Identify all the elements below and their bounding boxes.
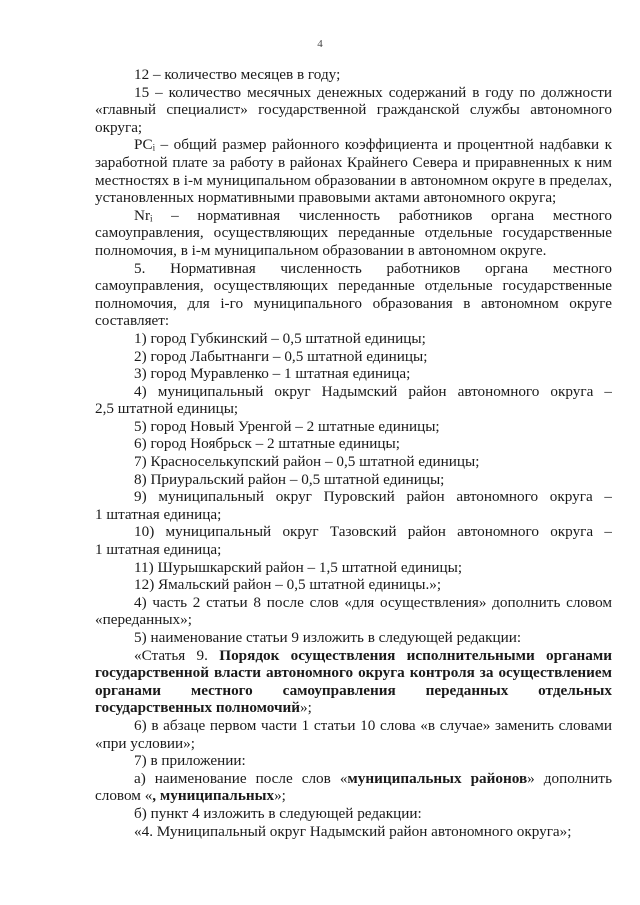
document-body — [95, 66, 612, 840]
line-text: полномочия, в i-м муниципальном образовании в автономном округе. — [95, 241, 547, 259]
text-line — [95, 453, 612, 471]
text-line — [95, 84, 612, 102]
text-line — [95, 418, 612, 436]
line-text: 15 – количество месячных денежных содержаний в году по должности — [134, 83, 612, 101]
text-line — [95, 805, 612, 823]
text-line — [95, 136, 612, 154]
text-line — [95, 699, 612, 717]
line-text: 5) наименование статьи 9 изложить в следующей редакции: — [134, 629, 522, 646]
text-line — [95, 277, 612, 295]
text-line — [95, 488, 612, 506]
text-line — [95, 172, 612, 190]
bold-text: Порядок осуществления исполнительными органами — [219, 646, 612, 664]
text-line — [95, 242, 612, 260]
text-line — [95, 611, 612, 629]
line-text: а) наименование после слов « — [134, 769, 348, 787]
text-line — [95, 647, 612, 665]
line-text: 5) город Новый Уренгой – 2 штатные единицы; — [134, 417, 440, 435]
line-text: 9) муниципальный округ Пуровский район автономного округа – — [134, 488, 612, 506]
line-text: «переданных»; — [95, 611, 192, 629]
text-line — [95, 770, 612, 788]
line-text: словом « — [95, 787, 153, 805]
line-text: 4) часть 2 статьи 8 после слов «для осуществления» дополнить словом — [134, 593, 612, 611]
line-text: 2) город Лабытнанги – 0,5 штатной единицы; — [134, 347, 428, 365]
text-line — [95, 189, 612, 207]
line-text: самоуправления, осуществляющих переданные отдельные государственные — [95, 277, 612, 295]
bold-text: , муниципальных — [152, 787, 275, 805]
text-line — [95, 66, 612, 84]
text-line — [95, 435, 612, 453]
text-line — [95, 682, 612, 700]
text-line — [95, 154, 612, 172]
line-text: PCᵢ – общий размер районного коэффициента и процентной надбавки к — [134, 136, 612, 154]
line-text: 8) Приуральский район – 0,5 штатной единицы; — [134, 470, 445, 488]
text-line — [95, 330, 612, 348]
line-text: 1 штатная единица; — [95, 505, 222, 523]
line-text: Nrᵢ – нормативная численность работников органа местного — [134, 206, 612, 224]
text-line — [95, 506, 612, 524]
line-text: заработной плате за работу в районах Крайнего Севера и приравненных к ним — [95, 153, 612, 171]
text-line — [95, 629, 612, 647]
line-text: б) пункт 4 изложить в следующей редакции: — [134, 804, 422, 822]
line-text: «главный специалист» государственной гражданской службы автономного — [95, 101, 612, 119]
text-line — [95, 594, 612, 612]
text-line — [95, 365, 612, 383]
text-line — [95, 295, 612, 313]
line-text: полномочия, для i-го муниципального образования в автономном округе — [95, 294, 612, 312]
text-line — [95, 119, 612, 137]
line-text: 6) город Ноябрьск – 2 штатные единицы; — [134, 435, 400, 453]
line-text: 12 – количество месяцев в году; — [134, 66, 341, 83]
text-line — [95, 787, 612, 805]
line-text: 3) город Муравленко – 1 штатная единица; — [134, 365, 411, 383]
text-line — [95, 823, 612, 841]
bold-text: государственной власти автономного округа контроля за осуществлением — [95, 664, 612, 682]
text-line — [95, 207, 612, 225]
line-text: «Статья 9. — [134, 646, 220, 664]
line-text: 7) Красноселькупский район – 0,5 штатной единицы; — [134, 453, 480, 471]
line-text: 1) город Губкинский – 0,5 штатной единицы; — [134, 329, 426, 347]
line-text: 7) в приложении: — [134, 752, 246, 770]
text-line — [95, 735, 612, 753]
line-text: 2,5 штатной единицы; — [95, 400, 239, 418]
bold-text: органами местного самоуправления переданных отдельных — [95, 681, 612, 699]
text-line — [95, 400, 612, 418]
line-text: составляет: — [95, 312, 170, 330]
text-line — [95, 664, 612, 682]
line-text: 12) Ямальский район – 0,5 штатной единицы.»; — [134, 576, 442, 594]
line-text-tail: »; — [274, 787, 286, 805]
line-text-tail: »; — [300, 699, 312, 717]
line-text: местностях в i-м муниципальном образовании в автономном округе в пределах, — [95, 171, 612, 189]
text-line — [95, 471, 612, 489]
line-text: округа; — [95, 118, 143, 136]
text-line — [95, 576, 612, 594]
bold-text: муниципальных районов — [347, 769, 528, 787]
text-line — [95, 224, 612, 242]
text-line — [95, 717, 612, 735]
line-text: «4. Муниципальный округ Надымский район автономного округа»; — [134, 822, 572, 840]
line-text-tail: » дополнить — [527, 769, 612, 787]
line-text: 6) в абзаце первом части 1 статьи 10 слова «в случае» заменить словами — [134, 716, 612, 734]
line-text: 5. Нормативная численность работников органа местного — [134, 259, 612, 277]
text-line — [95, 541, 612, 559]
line-text: установленных нормативными правовыми актами автономного округа; — [95, 189, 557, 207]
line-text: самоуправления, осуществляющих переданные отдельные государственные — [95, 224, 612, 242]
bold-text: государственных полномочий — [95, 699, 301, 717]
line-text: 11) Шурышкарский район – 1,5 штатной единицы; — [134, 558, 463, 576]
text-line — [95, 101, 612, 119]
text-line — [95, 260, 612, 278]
text-line — [95, 523, 612, 541]
text-line — [95, 559, 612, 577]
line-text: 4) муниципальный округ Надымский район автономного округа – — [134, 382, 612, 400]
text-line — [95, 752, 612, 770]
line-text: «при условии»; — [95, 734, 195, 752]
line-text: 1 штатная единица; — [95, 541, 222, 559]
page-number: 4 — [317, 38, 323, 50]
text-line — [95, 348, 612, 366]
text-line — [95, 383, 612, 401]
line-text: 10) муниципальный округ Тазовский район автономного округа – — [134, 523, 612, 541]
text-line — [95, 312, 612, 330]
